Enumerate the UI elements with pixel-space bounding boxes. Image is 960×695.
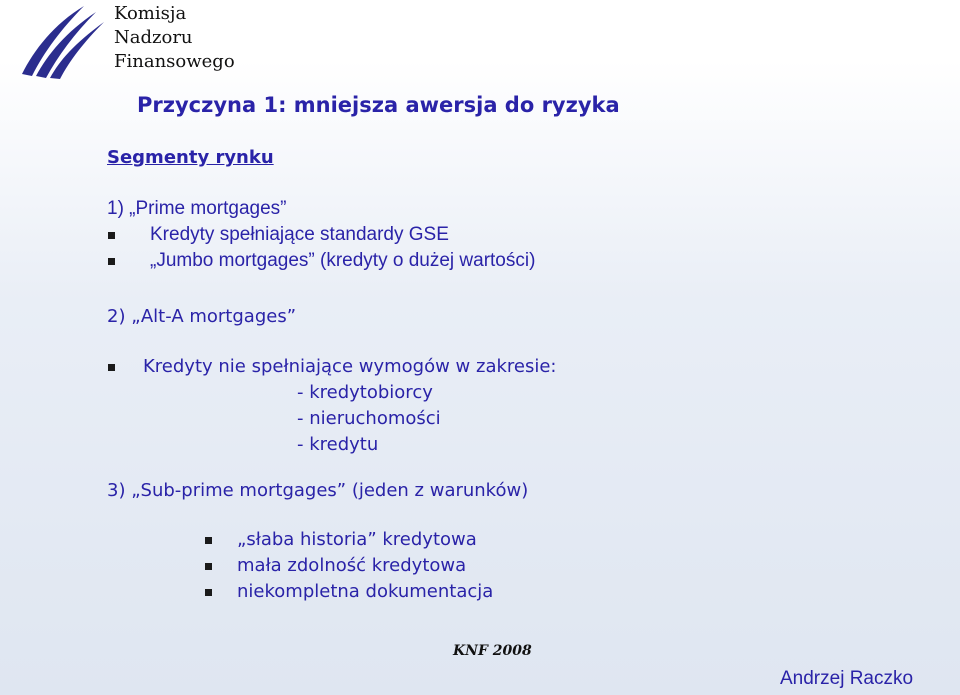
item2-sub-2: - nieruchomości [297,408,441,429]
footer-label: KNF 2008 [453,643,532,659]
item2-sub-3: - kredytu [297,434,379,455]
item3-heading: 3) „Sub-prime mortgages” (jeden z warunków) [107,480,529,501]
footer-author: Andrzej Raczko [780,668,914,689]
item3-bullet-3: niekompletna dokumentacja [237,581,494,602]
logo-line-1: Komisja [114,3,187,24]
item1-bullet-1: Kredyty spełniające standardy GSE [150,224,449,245]
slide-title: Przyczyna 1: mniejsza awersja do ryzyka [137,93,620,117]
bullet-icon [205,589,212,596]
logo-line-3: Finansowego [114,51,235,72]
item3-bullet-1: „słaba historia” kredytowa [237,529,477,550]
item1-heading: 1) „Prime mortgages” [107,198,287,219]
bullet-icon [205,563,212,570]
item2-heading: 2) „Alt-A mortgages” [107,306,297,327]
section-link-segments[interactable]: Segmenty rynku [107,147,274,168]
item2-sub-1: - kredytobiorcy [297,382,433,403]
knf-emblem-icon [14,2,109,80]
logo-line-2: Nadzoru [114,27,193,48]
item3-bullet-2: mała zdolność kredytowa [237,555,467,576]
bullet-icon [108,364,115,371]
item2-bullet: Kredyty nie spełniające wymogów w zakresie: [143,356,557,377]
bullet-icon [205,537,212,544]
item1-bullet-2: „Jumbo mortgages” (kredyty o dużej wartości) [150,250,536,271]
bullet-icon [108,258,115,265]
knf-logo [14,2,234,80]
bullet-icon [108,232,115,239]
